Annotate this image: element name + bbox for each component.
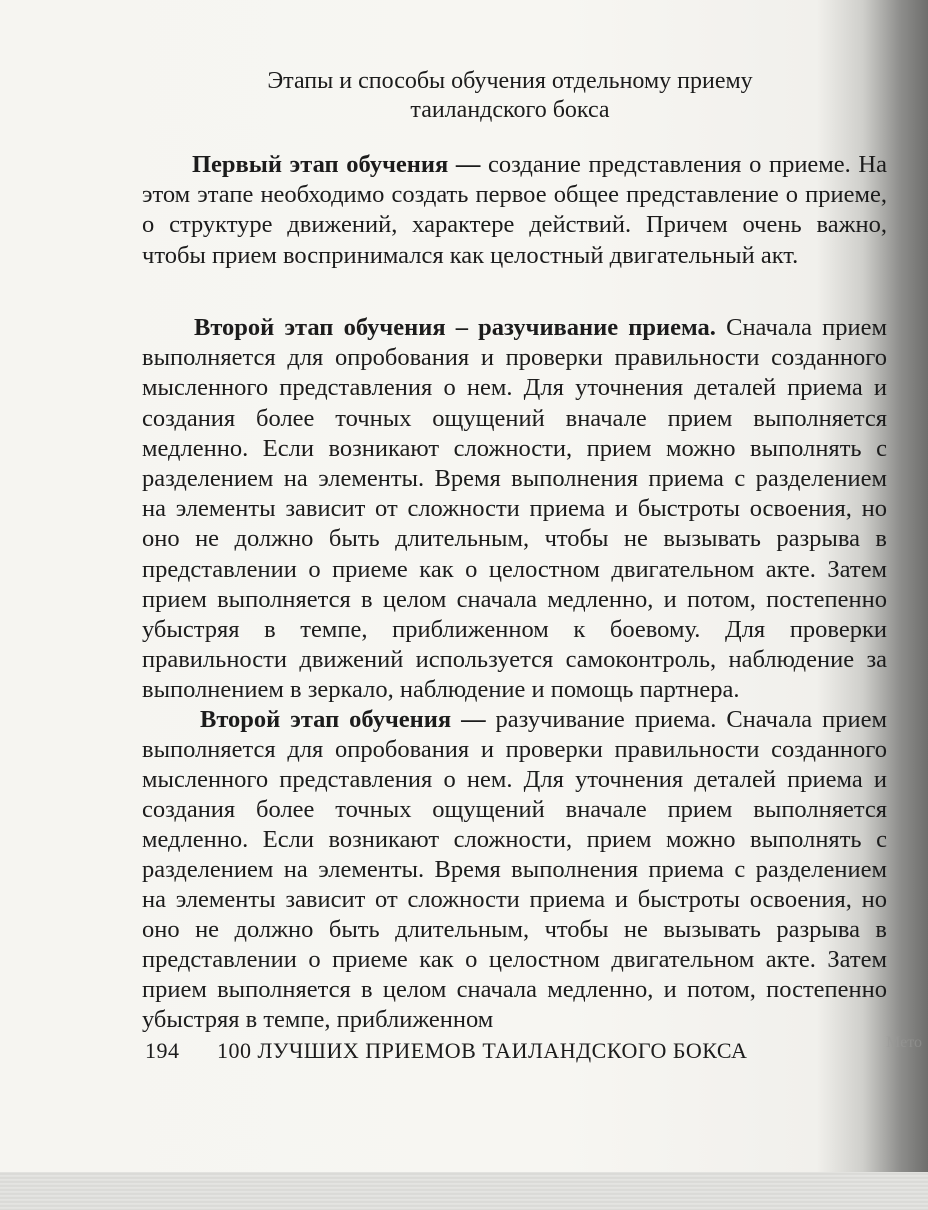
scan-bottom-edge <box>0 1172 928 1210</box>
paragraph-stage-1 <box>142 150 887 271</box>
page-title-line-2: таиландского бокса <box>410 97 610 123</box>
paragraph-stage-2 <box>142 313 887 706</box>
next-page-bleed-text: Мето <box>886 1034 922 1051</box>
paragraph-lead: Первый этап обучения — <box>192 151 481 178</box>
paragraph-body: создание представления о приеме. На этом этапе необходимо создать первое общее представление о приеме, о структуре движений, характере действий. Причем очень важно, чтобы прием воспринимался как целостный двигательный акт. <box>142 151 888 269</box>
paragraph-body: разучивание приема. Сначала прием выполняется для опробования и проверки правильности созданного мысленного представления о нем. Для уточнения деталей приема и создания более точных ощущений вначале прием выполняется медленно. Если возникают сложности, прием можно выполнять с разделением на элементы. Время выполнения приема с разделением на элементы зависит от сложности приема и быстроты освоения, но оно не должно быть длительным, чтобы не вызывать разрыва в представлении о приеме как о целостном двигательном акте. Затем прием выполняется в целом сначала медленно, и потом, постепенно убыстряя в темпе, приближенном <box>142 706 887 1033</box>
running-title: 100 ЛУЧШИХ ПРИЕМОВ ТАИЛАНДСКОГО БОКСА <box>217 1038 748 1063</box>
page-number: 194 <box>145 1038 180 1063</box>
paragraph-body: Сначала прием выполняется для опробования и проверки правильности созданного мысленного представления о нем. Для уточнения деталей приема и создания более точных ощущений вначале прием выполняется медленно. Если возникают сложности, прием можно выполнять с разделением на элементы. Время выполнения приема с разделением на элементы зависит от сложности приема и быстроты освоения, но оно не должно быть длительным, чтобы не вызывать разрыва в представлении о приеме как о целостном двигательном акте. Затем прием выполняется в целом сначала медленно, и потом, постепенно убыстряя в темпе, приближенном к боевому. Для проверки правильности движений используется самоконтроль, наблюдение за выполнением в зеркало, наблюдение и помощь партнера. <box>142 314 887 704</box>
paragraph-stage-2-repeat <box>142 705 887 1035</box>
paragraph-lead: Второй этап обучения — <box>200 706 486 733</box>
paragraph-lead: Второй этап обучения – разучивание приема. <box>194 314 716 341</box>
page-title-line-1: Этапы и способы обучения отдельному приему <box>267 68 753 94</box>
page-footer <box>145 1036 845 1066</box>
